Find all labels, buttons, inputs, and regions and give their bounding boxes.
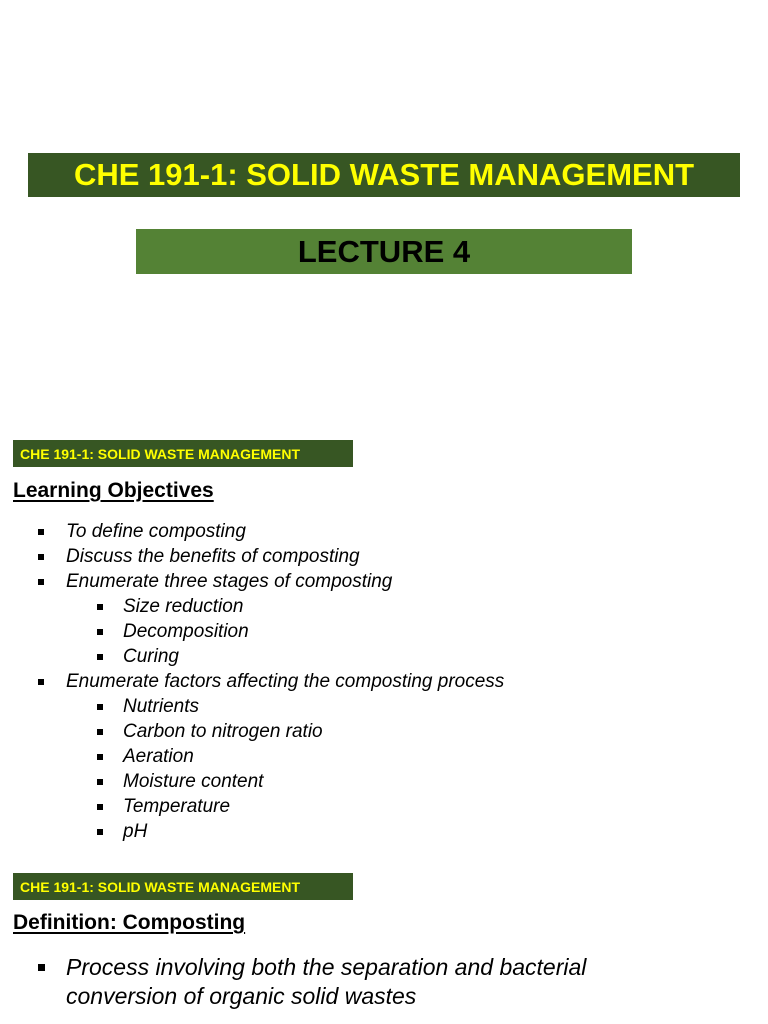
square-bullet-icon — [38, 679, 44, 685]
list-item-text: Process involving both the separation and bacterial conversion of organic solid wastes — [66, 954, 587, 1009]
definition-heading: Definition: Composting — [13, 911, 246, 934]
square-bullet-icon — [97, 754, 103, 760]
definition-list — [0, 953, 700, 1011]
square-bullet-icon — [38, 554, 44, 560]
course-tag — [13, 440, 353, 467]
square-bullet-icon — [38, 964, 45, 971]
list-item — [0, 519, 504, 544]
list-item-text: Discuss the benefits of composting — [66, 546, 360, 567]
learning-objectives-heading: Learning Objectives — [13, 479, 214, 502]
list-item — [0, 644, 504, 669]
list-item — [0, 769, 504, 794]
list-item — [0, 744, 504, 769]
square-bullet-icon — [97, 629, 103, 635]
course-title: CHE 191-1: SOLID WASTE MANAGEMENT — [73, 157, 695, 192]
list-item-text: Enumerate three stages of composting — [66, 571, 393, 592]
course-tag — [13, 873, 353, 900]
square-bullet-icon — [97, 829, 103, 835]
list-item — [0, 794, 504, 819]
list-item — [0, 619, 504, 644]
lecture-label: LECTURE 4 — [297, 233, 471, 269]
course-tag-label: CHE 191-1: SOLID WASTE MANAGEMENT — [20, 445, 301, 462]
square-bullet-icon — [38, 579, 44, 585]
list-item — [0, 669, 504, 694]
list-item-text: Decomposition — [123, 621, 249, 642]
list-item-text: Nutrients — [123, 696, 200, 717]
square-bullet-icon — [97, 604, 103, 610]
square-bullet-icon — [97, 804, 103, 810]
list-item — [0, 953, 700, 1011]
list-item — [0, 569, 504, 594]
list-item-text: To define composting — [66, 521, 246, 542]
square-bullet-icon — [97, 704, 103, 710]
list-item-text: Temperature — [123, 796, 231, 817]
list-item — [0, 819, 504, 844]
list-item — [0, 719, 504, 744]
list-item-text: pH — [123, 821, 148, 842]
course-tag-label: CHE 191-1: SOLID WASTE MANAGEMENT — [20, 878, 301, 895]
list-item — [0, 544, 504, 569]
list-item-text: Aeration — [123, 746, 194, 767]
square-bullet-icon — [97, 729, 103, 735]
square-bullet-icon — [38, 529, 44, 535]
list-item-text: Enumerate factors affecting the composting process — [66, 671, 505, 692]
list-item-text: Carbon to nitrogen ratio — [123, 721, 323, 742]
list-item — [0, 694, 504, 719]
list-item-text: Curing — [123, 646, 179, 667]
list-item-text: Moisture content — [123, 771, 264, 792]
lecture-banner — [136, 229, 632, 274]
square-bullet-icon — [97, 654, 103, 660]
course-title-banner — [28, 153, 740, 197]
objectives-list — [0, 519, 504, 844]
list-item-text: Size reduction — [123, 596, 244, 617]
list-item — [0, 594, 504, 619]
square-bullet-icon — [97, 779, 103, 785]
